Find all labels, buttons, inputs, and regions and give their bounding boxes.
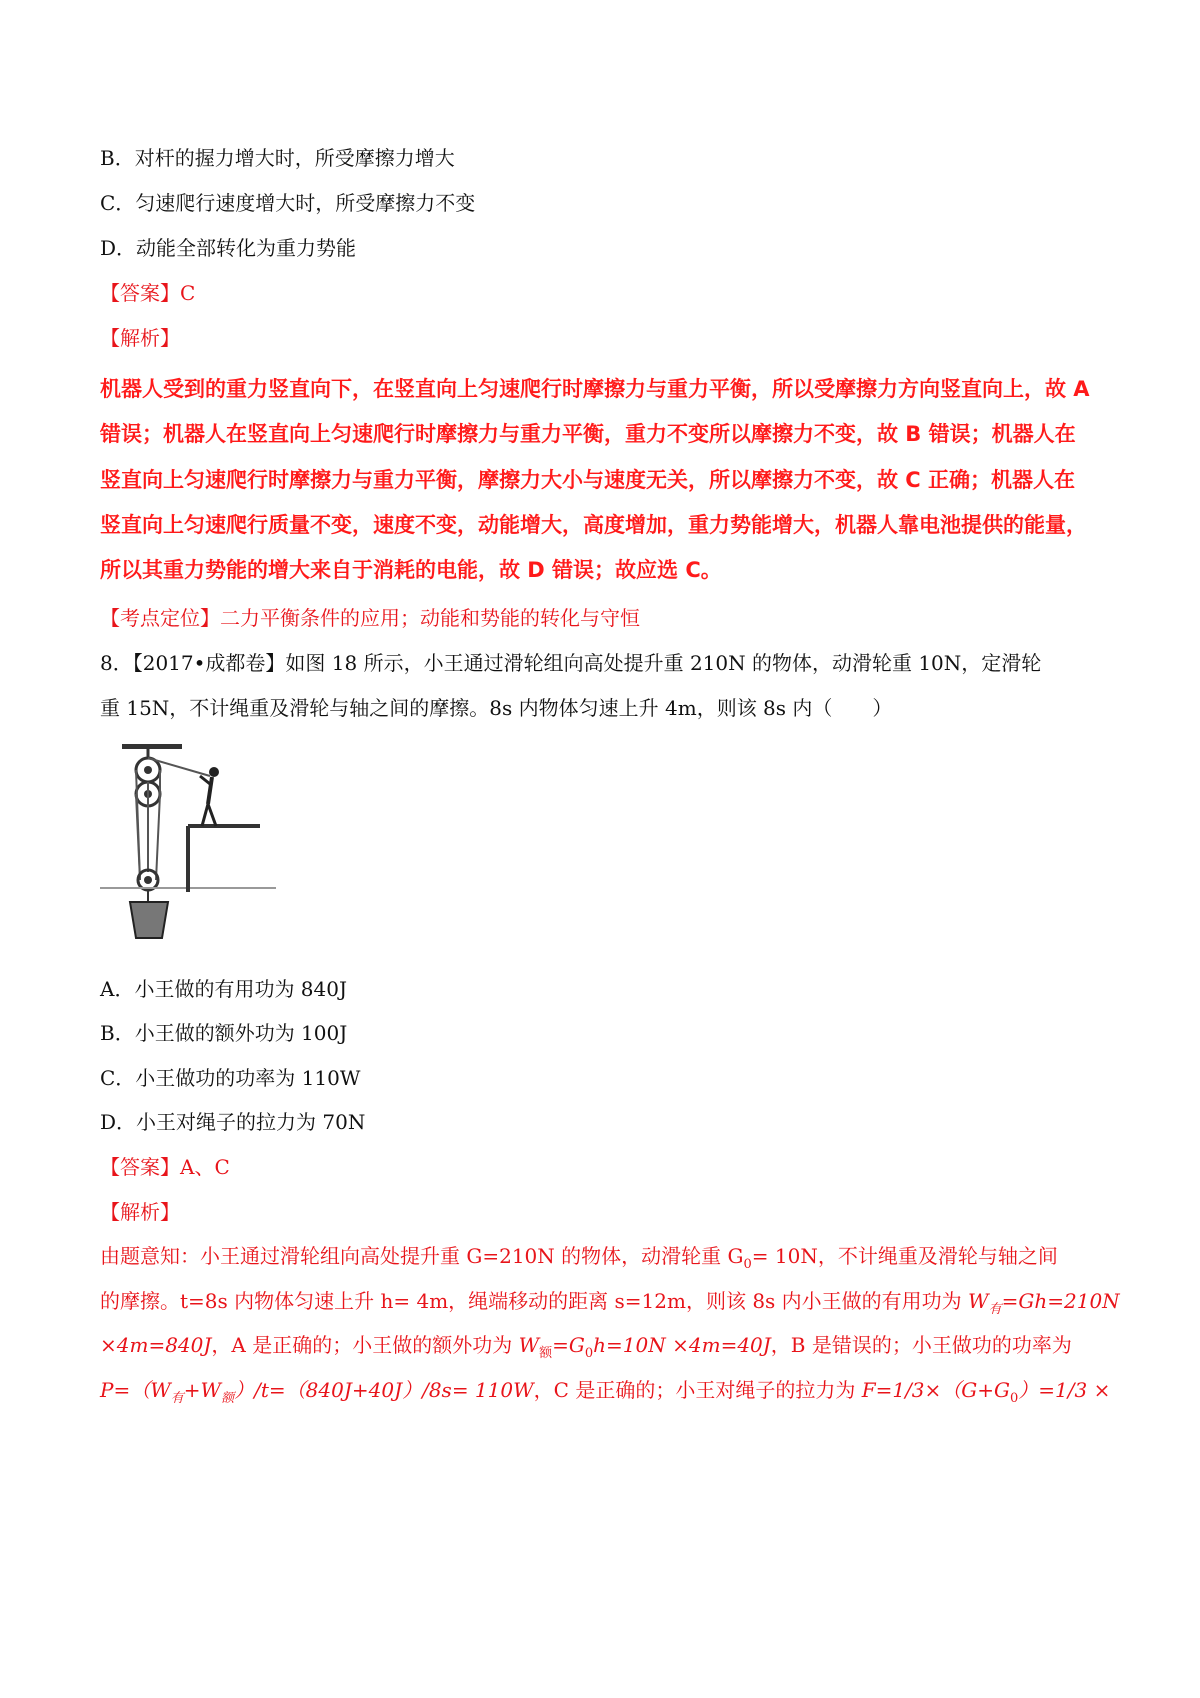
q7-option-c: C．匀速爬行速度增大时，所受摩擦力不变 [100,191,476,215]
q8-answer [100,1151,230,1180]
q8-analysis-line: 由题意知：小王通过滑轮组向高处提升重 G=210N 的物体，动滑轮重 $G_0= 10N$，不计绳重及滑轮与轴之间 [100,1244,1058,1272]
q7-analysis-line: 所以其重力势能的增大来自于消耗的电能，故 D 错误；故应选 C。 [100,558,722,582]
q8-analysis-line: 的摩擦。t=8s 内物体匀速上升 h= 4m，绳端移动的距离 s=12m，则该 8s 内小王做的有用功为 $W_有=Gh=210N$ [100,1289,1120,1317]
q7-analysis-label: 【解析】 [100,326,180,350]
answer-label: 【答案】 [100,281,180,305]
answer-value: C [180,281,196,305]
q8-analysis-label: 【解析】 [100,1200,180,1224]
q8-option-b: B．小王做的额外功为 100J [100,1021,348,1045]
q8-option-a: A．小王做的有用功为 840J [100,977,347,1001]
q7-analysis-line: 竖直向上匀速爬行质量不变，速度不变，动能增大，高度增加，重力势能增大，机器人靠电池提供的能量， [100,513,1087,537]
q7-answer [100,277,195,306]
q8-option-d: D．小王对绳子的拉力为 70N [100,1110,366,1134]
point-label: 【考点定位】 [100,606,220,630]
q7-option-b: B．对杆的握力增大时，所受摩擦力增大 [100,146,455,170]
q7-analysis-line: 机器人受到的重力竖直向下，在竖直向上匀速爬行时摩擦力与重力平衡，所以受摩擦力方向竖直向上，故 A [100,377,1090,401]
q8-stem-line: 8．【2017•成都卷】如图 18 所示，小王通过滑轮组向高处提升重 210N 的物体，动滑轮重 10N，定滑轮 [100,651,1042,675]
q7-option-d: D．动能全部转化为重力势能 [100,236,357,260]
q8-stem-line: 重 15N，不计绳重及滑轮与轴之间的摩擦。8s 内物体匀速上升 4m，则该 8s 内（ ） [100,696,893,720]
answer-label: 【答案】 [100,1155,180,1179]
q7-point [100,602,640,631]
point-value: 二力平衡条件的应用；动能和势能的转化与守恒 [220,606,640,630]
q7-analysis-line: 竖直向上匀速爬行时摩擦力与重力平衡，摩擦力大小与速度无关，所以摩擦力不变，故 C 正确；机器人在 [100,468,1076,492]
q7-analysis-line: 错误；机器人在竖直向上匀速爬行时摩擦力与重力平衡，重力不变所以摩擦力不变，故 B 错误；机器人在 [100,422,1076,446]
q8-analysis-line: ×4m=840J，A 是正确的；小王做的额外功为 $W_额=G_0h=10N \times 4m=40J$，B 是错误的；小王做功的功率为 [100,1333,1072,1361]
pulley-figure [100,742,280,942]
answer-value: A、C [180,1155,230,1179]
q8-option-c: C．小王做功的功率为 110W [100,1066,361,1090]
q8-analysis-line: $P=(W_有+W_额)/t=(840J+40J)/8s= 110W$，C 是正确的；小王对绳子的拉力为 $F=1/3\times(G+G_0)=1/3$ × [100,1378,1111,1406]
